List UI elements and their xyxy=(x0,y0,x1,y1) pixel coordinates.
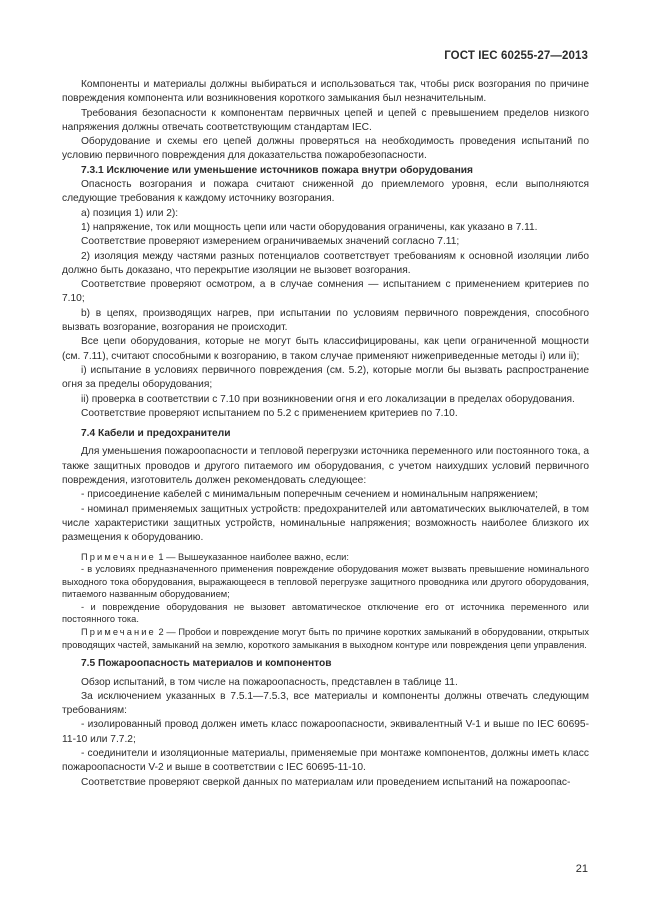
document-body xyxy=(62,78,589,790)
notes-block xyxy=(62,551,589,652)
note-1-label: Примечание xyxy=(81,551,156,562)
paragraph: Обзор испытаний, в том числе на пожароопасность, представлен в таблице 11. xyxy=(81,676,458,688)
note-1-item-b: - и повреждение оборудования не вызовет автоматическое отключение его от источника переменного или постоянного тока. xyxy=(62,601,589,625)
paragraph: Соответствие проверяют измерением ограничиваемых значений согласно 7.11; xyxy=(81,236,460,248)
paragraph: ii) проверка в соответствии с 7.10 при возникновении огня и его локализации в пределах оборудования. xyxy=(81,393,575,405)
paragraph: i) испытание в условиях первичного повреждения (см. 5.2), которые могли бы вызвать распространение огня за пределы оборудования; xyxy=(62,364,589,391)
paragraph: Для уменьшения пожароопасности и тепловой перегрузки источника переменного или постоянного тока, а также защитных проводов и другого питаемого им оборудования, с учетом наихудших условий первичного повреждения, изготовитель должен рекомендовать следующее: xyxy=(62,446,589,487)
note-1 xyxy=(62,551,589,564)
note-1-item-a: - в условиях предназначенного применения повреждение оборудования может вызвать превышение номинального выходного тока оборудования, выражающееся в тепловой перегрузке защитного проводника или другого оборудования, питаемого названным оборудованием; xyxy=(62,564,589,600)
paragraph: b) в цепях, производящих нагрев, при испытании по условиям первичного повреждения, способного вызвать возгорание, возгорания не происходит. xyxy=(62,307,589,334)
page-number: 21 xyxy=(575,863,588,875)
paragraph: Соответствие проверяют осмотром, а в случае сомнения — испытанием с применением критериев по 7.10; xyxy=(62,279,589,305)
paragraph: Все цепи оборудования, которые не могут быть классифицированы, как цепи ограниченной мощности (см. 7.11), считают способными к возгоранию, в таком случае применяют нижеприведенные методы i) или ii); xyxy=(62,336,589,362)
paragraph: 1) напряжение, ток или мощность цепи или части оборудования ограничены, как указано в 7.11. xyxy=(81,221,538,233)
note-2 xyxy=(62,626,589,651)
paragraph: Требования безопасности к компонентам первичных цепей и цепей с превышением пределов низкого напряжения должны отвечать соответствующим стандартам IEC. xyxy=(62,107,589,133)
paragraph: Соответствие проверяют испытанием по 5.2 с применением критериев по 7.10. xyxy=(81,407,458,419)
paragraph: - номинал применяемых защитных устройств: предохранителей или автоматических выключателей, в том числе характеристики защитных устройств, номинальные напряжения; возможность наиболее близкого их размещения к оборудованию. xyxy=(62,503,589,544)
paragraph: Соответствие проверяют сверкой данных по материалам или проведением испытаний на пожароопас- xyxy=(81,776,571,788)
note-2-label: Примечание xyxy=(81,627,156,638)
note-2-text: 2 — Пробои и повреждение могут быть по причине коротких замыканий в оборудовании, открытых проводящих частей, замыканий на землю, короткого замыкания в выходном контуре или повреждения цепи управления. xyxy=(62,627,589,650)
paragraph: Оборудование и схемы его цепей должны проверяться на необходимость проведения испытаний по условию первичного повреждения для доказательства пожаробезопасности. xyxy=(62,136,589,162)
paragraph: - изолированный провод должен иметь класс пожароопасности, эквивалентный V-1 и выше по IEC 60695-11-10 или 7.7.2; xyxy=(62,719,589,745)
paragraph: За исключением указанных в 7.5.1—7.5.3, все материалы и компоненты должны отвечать следующим требованиям: xyxy=(62,690,589,717)
paragraph: Опасность возгорания и пожара считают сниженной до приемлемого уровня, если выполняются следующие требования к каждому источнику возгорания. xyxy=(62,179,589,205)
page-header-standard-id: ГОСТ IEC 60255-27—2013 xyxy=(444,50,588,62)
paragraph: а) позиция 1) или 2): xyxy=(81,207,179,219)
section-heading-7-4: 7.4 Кабели и предохранители xyxy=(81,428,231,440)
paragraph: 2) изоляция между частями разных потенциалов соответствует требованиям к основной изоляции либо должно быть доказано, что перекрытие изоляции не вызовет возгорания. xyxy=(62,250,589,276)
section-heading-7-3-1: 7.3.1 Исключение или уменьшение источников пожара внутри оборудования xyxy=(81,164,473,176)
note-1-text: 1 — Вышеуказанное наиболее важно, если: xyxy=(155,551,349,562)
paragraph: - соединители и изоляционные материалы, применяемые при монтаже компонентов, должны иметь класс пожароопасности V-2 и выше в соответствии с IEC 60695-11-10. xyxy=(62,748,589,774)
paragraph: - присоединение кабелей с минимальным поперечным сечением и номинальным напряжением; xyxy=(81,489,538,501)
section-heading-7-5: 7.5 Пожароопасность материалов и компонентов xyxy=(81,658,332,670)
paragraph: Компоненты и материалы должны выбираться и использоваться так, чтобы риск возгорания по причине повреждения компонента или возникновения короткого замыкания был незначительным. xyxy=(62,79,589,105)
